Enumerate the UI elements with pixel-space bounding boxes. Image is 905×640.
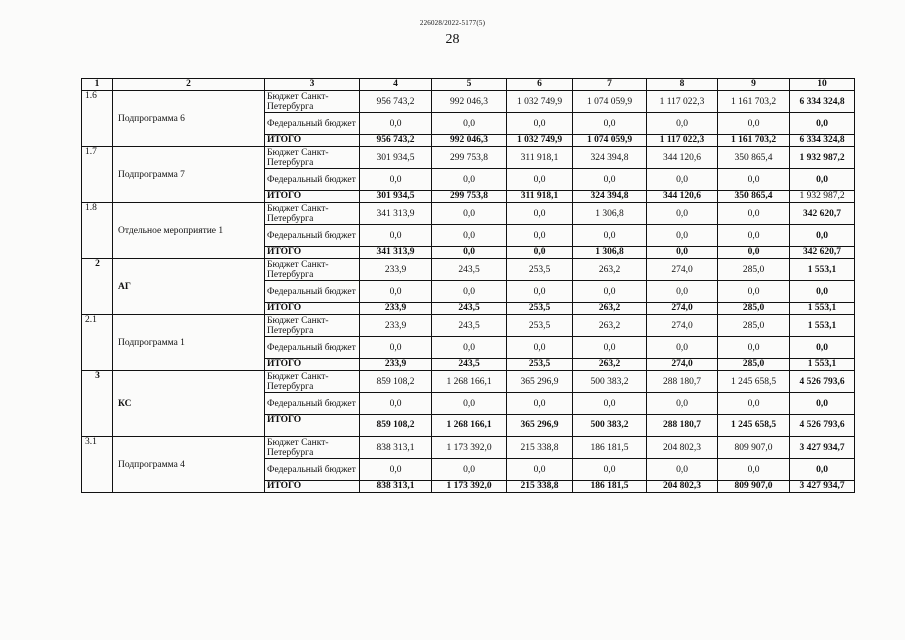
row-number: 3 xyxy=(82,371,113,437)
value-cell: 0,0 xyxy=(573,393,647,415)
value-cell: 838 313,1 xyxy=(360,481,432,493)
value-cell: 341 313,9 xyxy=(360,203,432,225)
row-number: 1.6 xyxy=(82,91,113,147)
funding-source: Федеральный бюджет xyxy=(265,113,360,135)
value-cell: 0,0 xyxy=(718,281,790,303)
funding-source: Бюджет Санкт-Петербурга xyxy=(265,437,360,459)
value-cell: 365 296,9 xyxy=(507,371,573,393)
value-cell: 0,0 xyxy=(432,459,507,481)
value-cell: 0,0 xyxy=(360,113,432,135)
value-cell: 186 181,5 xyxy=(573,437,647,459)
funding-source: ИТОГО xyxy=(265,247,360,259)
value-cell: 1 306,8 xyxy=(573,203,647,225)
value-cell: 992 046,3 xyxy=(432,135,507,147)
funding-source: Бюджет Санкт-Петербурга xyxy=(265,259,360,281)
total-cell: 1 553,1 xyxy=(790,303,855,315)
value-cell: 263,2 xyxy=(573,359,647,371)
funding-source: Федеральный бюджет xyxy=(265,225,360,247)
total-cell: 4 526 793,6 xyxy=(790,371,855,393)
value-cell: 285,0 xyxy=(718,259,790,281)
value-cell: 311 918,1 xyxy=(507,191,573,203)
value-cell: 0,0 xyxy=(718,337,790,359)
value-cell: 0,0 xyxy=(507,393,573,415)
value-cell: 243,5 xyxy=(432,315,507,337)
total-cell: 0,0 xyxy=(790,459,855,481)
value-cell: 350 865,4 xyxy=(718,147,790,169)
funding-source: Федеральный бюджет xyxy=(265,281,360,303)
value-cell: 0,0 xyxy=(432,337,507,359)
value-cell: 288 180,7 xyxy=(647,371,718,393)
value-cell: 0,0 xyxy=(360,337,432,359)
value-cell: 274,0 xyxy=(647,259,718,281)
value-cell: 0,0 xyxy=(573,459,647,481)
row-number: 1.8 xyxy=(82,203,113,259)
row-name: Подпрограмма 7 xyxy=(113,147,265,203)
funding-source: Федеральный бюджет xyxy=(265,337,360,359)
value-cell: 809 907,0 xyxy=(718,437,790,459)
funding-source: Бюджет Санкт-Петербурга xyxy=(265,147,360,169)
value-cell: 311 918,1 xyxy=(507,147,573,169)
value-cell: 0,0 xyxy=(573,225,647,247)
value-cell: 0,0 xyxy=(360,169,432,191)
value-cell: 1 268 166,1 xyxy=(432,415,507,437)
funding-source: Федеральный бюджет xyxy=(265,393,360,415)
value-cell: 859 108,2 xyxy=(360,415,432,437)
table-row xyxy=(82,315,855,337)
total-cell: 1 553,1 xyxy=(790,259,855,281)
total-cell: 342 620,7 xyxy=(790,247,855,259)
total-cell: 0,0 xyxy=(790,225,855,247)
value-cell: 299 753,8 xyxy=(432,147,507,169)
table-body xyxy=(82,91,855,493)
funding-source: Бюджет Санкт-Петербурга xyxy=(265,91,360,113)
value-cell: 274,0 xyxy=(647,359,718,371)
total-cell: 6 334 324,8 xyxy=(790,91,855,113)
value-cell: 1 161 703,2 xyxy=(718,91,790,113)
col-header: 9 xyxy=(718,79,790,91)
value-cell: 0,0 xyxy=(718,393,790,415)
value-cell: 301 934,5 xyxy=(360,147,432,169)
value-cell: 204 802,3 xyxy=(647,481,718,493)
funding-source: Федеральный бюджет xyxy=(265,169,360,191)
value-cell: 233,9 xyxy=(360,259,432,281)
value-cell: 0,0 xyxy=(718,203,790,225)
funding-source: ИТОГО xyxy=(265,135,360,147)
value-cell: 0,0 xyxy=(718,225,790,247)
row-name: КС xyxy=(113,371,265,437)
value-cell: 838 313,1 xyxy=(360,437,432,459)
page-number: 28 xyxy=(445,32,460,47)
value-cell: 253,5 xyxy=(507,359,573,371)
row-name: Отдельное мероприятие 1 xyxy=(113,203,265,259)
funding-source: ИТОГО xyxy=(265,481,360,493)
value-cell: 285,0 xyxy=(718,303,790,315)
funding-source: ИТОГО xyxy=(265,191,360,203)
total-cell: 3 427 934,7 xyxy=(790,481,855,493)
value-cell: 243,5 xyxy=(432,359,507,371)
value-cell: 0,0 xyxy=(432,113,507,135)
value-cell: 992 046,3 xyxy=(432,91,507,113)
table-row xyxy=(82,437,855,459)
value-cell: 0,0 xyxy=(507,113,573,135)
value-cell: 274,0 xyxy=(647,303,718,315)
value-cell: 344 120,6 xyxy=(647,191,718,203)
row-name: Подпрограмма 4 xyxy=(113,437,265,493)
col-header: 2 xyxy=(113,79,265,91)
value-cell: 0,0 xyxy=(507,459,573,481)
value-cell: 186 181,5 xyxy=(573,481,647,493)
funding-source: ИТОГО xyxy=(265,415,360,437)
total-cell: 1 553,1 xyxy=(790,315,855,337)
value-cell: 253,5 xyxy=(507,303,573,315)
row-number: 2 xyxy=(82,259,113,315)
value-cell: 299 753,8 xyxy=(432,191,507,203)
value-cell: 341 313,9 xyxy=(360,247,432,259)
value-cell: 0,0 xyxy=(647,459,718,481)
table-row xyxy=(82,259,855,281)
funding-source: ИТОГО xyxy=(265,359,360,371)
table-row xyxy=(82,91,855,113)
row-name: Подпрограмма 1 xyxy=(113,315,265,371)
value-cell: 344 120,6 xyxy=(647,147,718,169)
value-cell: 0,0 xyxy=(573,113,647,135)
value-cell: 0,0 xyxy=(432,225,507,247)
value-cell: 324 394,8 xyxy=(573,191,647,203)
value-cell: 0,0 xyxy=(432,281,507,303)
funding-source: Бюджет Санкт-Петербурга xyxy=(265,315,360,337)
total-cell: 342 620,7 xyxy=(790,203,855,225)
value-cell: 263,2 xyxy=(573,303,647,315)
value-cell: 1 074 059,9 xyxy=(573,91,647,113)
value-cell: 0,0 xyxy=(647,169,718,191)
value-cell: 350 865,4 xyxy=(718,191,790,203)
funding-source: Федеральный бюджет xyxy=(265,459,360,481)
value-cell: 1 173 392,0 xyxy=(432,437,507,459)
value-cell: 0,0 xyxy=(647,203,718,225)
funding-source: ИТОГО xyxy=(265,303,360,315)
value-cell: 1 032 749,9 xyxy=(507,91,573,113)
value-cell: 809 907,0 xyxy=(718,481,790,493)
value-cell: 215 338,8 xyxy=(507,481,573,493)
value-cell: 1 117 022,3 xyxy=(647,135,718,147)
value-cell: 0,0 xyxy=(647,281,718,303)
value-cell: 215 338,8 xyxy=(507,437,573,459)
total-cell: 4 526 793,6 xyxy=(790,415,855,437)
value-cell: 1 074 059,9 xyxy=(573,135,647,147)
value-cell: 253,5 xyxy=(507,259,573,281)
col-header: 8 xyxy=(647,79,718,91)
value-cell: 263,2 xyxy=(573,259,647,281)
col-header: 3 xyxy=(265,79,360,91)
funding-source: Бюджет Санкт-Петербурга xyxy=(265,203,360,225)
total-cell: 0,0 xyxy=(790,169,855,191)
value-cell: 0,0 xyxy=(718,247,790,259)
total-cell: 0,0 xyxy=(790,393,855,415)
value-cell: 0,0 xyxy=(718,459,790,481)
col-header: 10 xyxy=(790,79,855,91)
value-cell: 0,0 xyxy=(573,169,647,191)
row-number: 3.1 xyxy=(82,437,113,493)
value-cell: 285,0 xyxy=(718,359,790,371)
value-cell: 0,0 xyxy=(360,459,432,481)
total-cell: 3 427 934,7 xyxy=(790,437,855,459)
value-cell: 0,0 xyxy=(507,247,573,259)
total-cell: 0,0 xyxy=(790,113,855,135)
total-cell: 0,0 xyxy=(790,337,855,359)
value-cell: 1 173 392,0 xyxy=(432,481,507,493)
col-header: 7 xyxy=(573,79,647,91)
col-header: 6 xyxy=(507,79,573,91)
table-row xyxy=(82,147,855,169)
total-cell: 0,0 xyxy=(790,281,855,303)
value-cell: 0,0 xyxy=(647,113,718,135)
value-cell: 1 268 166,1 xyxy=(432,371,507,393)
value-cell: 263,2 xyxy=(573,315,647,337)
budget-table xyxy=(81,78,855,493)
value-cell: 243,5 xyxy=(432,303,507,315)
row-name: Подпрограмма 6 xyxy=(113,91,265,147)
value-cell: 233,9 xyxy=(360,315,432,337)
value-cell: 0,0 xyxy=(647,247,718,259)
value-cell: 500 383,2 xyxy=(573,415,647,437)
value-cell: 956 743,2 xyxy=(360,91,432,113)
row-name: АГ xyxy=(113,259,265,315)
value-cell: 243,5 xyxy=(432,259,507,281)
value-cell: 0,0 xyxy=(647,337,718,359)
value-cell: 365 296,9 xyxy=(507,415,573,437)
header-row xyxy=(82,79,855,91)
row-number: 2.1 xyxy=(82,315,113,371)
value-cell: 301 934,5 xyxy=(360,191,432,203)
value-cell: 0,0 xyxy=(507,203,573,225)
value-cell: 0,0 xyxy=(507,169,573,191)
col-header: 4 xyxy=(360,79,432,91)
table-row xyxy=(82,371,855,393)
col-header: 1 xyxy=(82,79,113,91)
value-cell: 0,0 xyxy=(507,281,573,303)
value-cell: 274,0 xyxy=(647,315,718,337)
value-cell: 1 245 658,5 xyxy=(718,371,790,393)
value-cell: 324 394,8 xyxy=(573,147,647,169)
value-cell: 0,0 xyxy=(507,225,573,247)
value-cell: 0,0 xyxy=(432,247,507,259)
table-row xyxy=(82,203,855,225)
value-cell: 288 180,7 xyxy=(647,415,718,437)
value-cell: 956 743,2 xyxy=(360,135,432,147)
value-cell: 0,0 xyxy=(360,225,432,247)
total-cell: 1 932 987,2 xyxy=(790,191,855,203)
value-cell: 0,0 xyxy=(647,393,718,415)
value-cell: 0,0 xyxy=(507,337,573,359)
value-cell: 1 117 022,3 xyxy=(647,91,718,113)
value-cell: 859 108,2 xyxy=(360,371,432,393)
row-number: 1.7 xyxy=(82,147,113,203)
value-cell: 253,5 xyxy=(507,315,573,337)
document-id: 226028/2022-5177(5) xyxy=(419,19,486,27)
funding-source: Бюджет Санкт-Петербурга xyxy=(265,371,360,393)
value-cell: 0,0 xyxy=(573,337,647,359)
value-cell: 233,9 xyxy=(360,303,432,315)
value-cell: 0,0 xyxy=(360,281,432,303)
value-cell: 1 161 703,2 xyxy=(718,135,790,147)
value-cell: 0,0 xyxy=(718,169,790,191)
value-cell: 233,9 xyxy=(360,359,432,371)
col-header: 5 xyxy=(432,79,507,91)
value-cell: 0,0 xyxy=(647,225,718,247)
value-cell: 1 032 749,9 xyxy=(507,135,573,147)
value-cell: 500 383,2 xyxy=(573,371,647,393)
value-cell: 204 802,3 xyxy=(647,437,718,459)
total-cell: 6 334 324,8 xyxy=(790,135,855,147)
value-cell: 0,0 xyxy=(432,169,507,191)
value-cell: 1 245 658,5 xyxy=(718,415,790,437)
value-cell: 0,0 xyxy=(573,281,647,303)
value-cell: 0,0 xyxy=(432,393,507,415)
value-cell: 0,0 xyxy=(432,203,507,225)
value-cell: 0,0 xyxy=(718,113,790,135)
total-cell: 1 553,1 xyxy=(790,359,855,371)
total-cell: 1 932 987,2 xyxy=(790,147,855,169)
value-cell: 1 306,8 xyxy=(573,247,647,259)
value-cell: 285,0 xyxy=(718,315,790,337)
value-cell: 0,0 xyxy=(360,393,432,415)
